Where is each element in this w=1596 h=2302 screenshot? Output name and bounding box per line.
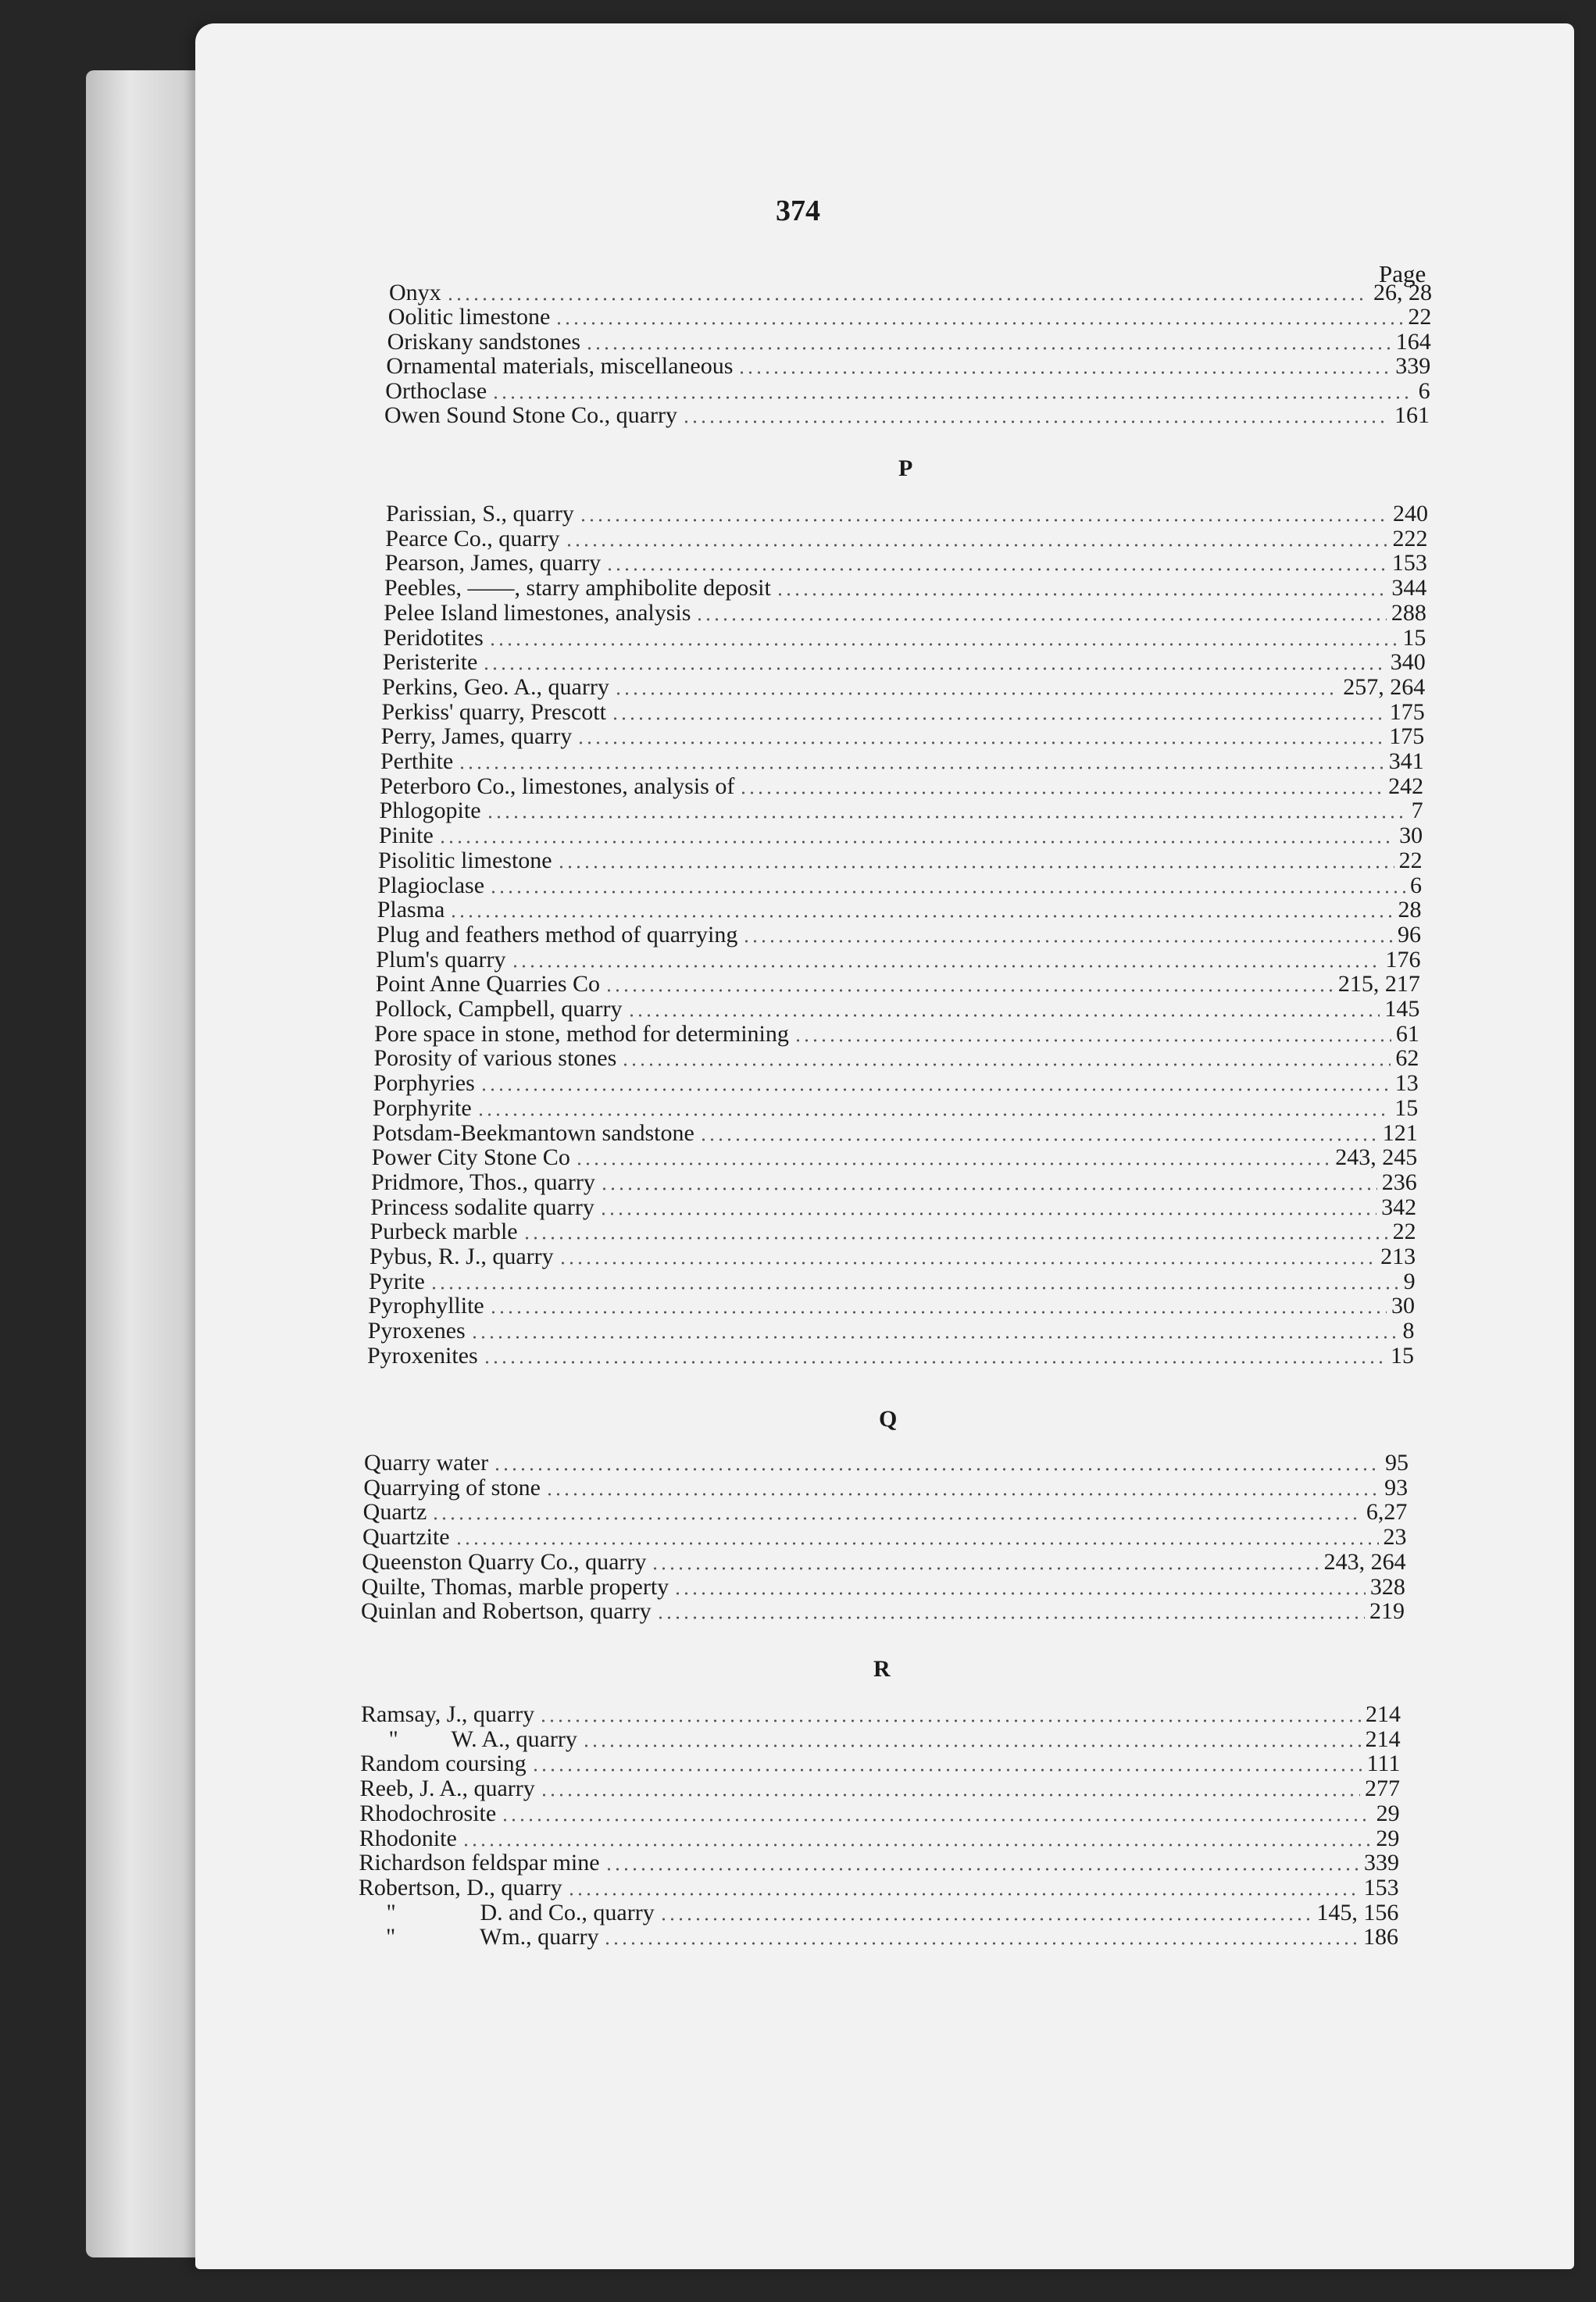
entry-page-refs: 145 — [1384, 996, 1420, 1022]
entry-term: Queenston Quarry Co., quarry — [362, 1548, 647, 1575]
entry-term: Potsdam-Beekmantown sandstone — [372, 1119, 694, 1146]
entry-page-refs: 15 — [1391, 1342, 1414, 1369]
entry-page-refs: 277 — [1364, 1776, 1400, 1802]
entry-term: Perkins, Geo. A., quarry — [382, 673, 609, 700]
entry-page-refs: 29 — [1376, 1800, 1400, 1826]
entry-term: Pyroxenes — [367, 1318, 466, 1344]
entry-page-refs: 15 — [1402, 624, 1426, 651]
entry-page-refs: 9 — [1403, 1268, 1416, 1294]
entry-page-refs: 22 — [1408, 304, 1432, 330]
entry-term: Perkiss' quarry, Prescott — [381, 698, 606, 725]
entry-page-refs: 328 — [1369, 1573, 1405, 1600]
entry-page-refs: 344 — [1391, 575, 1427, 601]
page-column-heading: Page — [1379, 260, 1426, 287]
entry-term: Pearson, James, quarry — [384, 550, 602, 576]
entry-page-refs: 111 — [1366, 1751, 1401, 1777]
entry-term: Pollock, Campbell, quarry — [374, 996, 623, 1022]
entry-term: Porphyries — [373, 1070, 475, 1097]
entry-term: Peristerite — [382, 649, 478, 676]
entry-page-refs: 339 — [1363, 1850, 1399, 1876]
entry-term: Pyroxenites — [367, 1342, 478, 1369]
ditto-mark: " — [386, 1924, 396, 1950]
paper-sheet — [195, 23, 1574, 2269]
entry-page-refs: 214 — [1365, 1726, 1401, 1752]
entry-term: Quartzite — [362, 1524, 450, 1551]
entry-term: Oriskany sandstones — [387, 328, 581, 355]
entry-page-refs: 145, 156 — [1316, 1899, 1399, 1925]
entry-term: Rhodochrosite — [359, 1800, 497, 1826]
entry-page-refs: 23 — [1383, 1524, 1407, 1551]
entry-page-refs: 340 — [1390, 649, 1426, 676]
entry-term: Pelee Island limestones, analysis — [384, 599, 691, 626]
entry-term: Porphyrite — [373, 1094, 472, 1121]
entry-page-refs: 176 — [1385, 946, 1421, 973]
entry-term: Plasma — [377, 897, 445, 923]
entry-page-refs: 288 — [1391, 599, 1426, 626]
entry-term: Quarrying of stone — [363, 1474, 541, 1501]
entry-term: Orthoclase — [385, 377, 487, 404]
entry-page-refs: 242 — [1388, 773, 1424, 799]
entry-page-refs: 30 — [1391, 1293, 1416, 1319]
entry-term: Pisolitic limestone — [378, 847, 552, 873]
entry-page-refs: 29 — [1376, 1825, 1400, 1851]
ditto-mark: " — [388, 1726, 398, 1752]
entry-term: Peridotites — [383, 624, 484, 651]
entry-term: Phlogopite — [379, 798, 481, 824]
section-letter: P — [898, 455, 913, 481]
entry-term: Robertson, D., quarry — [358, 1874, 562, 1900]
entry-term: Plum's quarry — [376, 946, 506, 973]
entry-page-refs: 22 — [1398, 847, 1423, 873]
entry-page-refs: 22 — [1392, 1219, 1416, 1245]
entry-page-refs: 236 — [1381, 1169, 1417, 1195]
entry-term: Quarry water — [364, 1450, 489, 1476]
entry-page-refs: 95 — [1385, 1450, 1409, 1476]
entry-page-refs: 61 — [1395, 1020, 1419, 1047]
entry-page-refs: 240 — [1393, 501, 1428, 526]
entry-term: Pyrite — [369, 1268, 425, 1294]
entry-page-refs: 164 — [1395, 328, 1431, 355]
entry-page-refs: 6 — [1418, 377, 1430, 404]
entry-term: Porosity of various stones — [373, 1045, 617, 1072]
ditto-mark: " — [386, 1899, 396, 1925]
entry-term: Wm., quarry — [480, 1924, 599, 1950]
entry-page-refs: 215, 217 — [1337, 971, 1420, 998]
entry-page-refs: 161 — [1394, 402, 1430, 428]
entry-term: Perthite — [380, 748, 454, 774]
page-number: 374 — [776, 195, 820, 227]
entry-term: Parissian, S., quarry — [386, 501, 574, 526]
entry-page-refs: 26, 28 — [1373, 280, 1432, 305]
entry-page-refs: 6 — [1410, 872, 1423, 898]
entry-term: Rhodonite — [359, 1825, 457, 1851]
entry-page-refs: 219 — [1369, 1598, 1405, 1625]
entry-term: Peterboro Co., limestones, analysis of — [380, 773, 735, 799]
entry-term: Plug and feathers method of quarrying — [377, 921, 738, 948]
entry-term: Power City Stone Co — [371, 1144, 570, 1171]
entry-term: Perry, James, quarry — [380, 723, 573, 750]
entry-page-refs: 186 — [1363, 1924, 1398, 1950]
entry-page-refs: 243, 245 — [1335, 1144, 1418, 1171]
entry-page-refs: 175 — [1389, 723, 1425, 750]
entry-term: Pridmore, Thos., quarry — [370, 1169, 595, 1195]
section-letter: R — [873, 1656, 891, 1682]
entry-page-refs: 257, 264 — [1343, 673, 1426, 700]
entry-page-refs: 93 — [1384, 1474, 1409, 1501]
entry-term: Ornamental materials, miscellaneous — [386, 353, 734, 380]
entry-term: Quinlan and Robertson, quarry — [361, 1598, 652, 1625]
entry-term: Onyx — [389, 280, 441, 305]
entry-page-refs: 341 — [1388, 748, 1424, 774]
entry-page-refs: 342 — [1381, 1194, 1417, 1220]
entry-term: Pore space in stone, method for determining — [374, 1020, 789, 1047]
entry-page-refs: 339 — [1395, 353, 1431, 380]
entry-term: Princess sodalite quarry — [370, 1194, 594, 1220]
entry-page-refs: 28 — [1398, 897, 1422, 923]
entry-page-refs: 30 — [1399, 823, 1423, 849]
entry-page-refs: 15 — [1394, 1094, 1419, 1121]
entry-term: Pinite — [378, 823, 434, 849]
entry-term: Random coursing — [360, 1751, 527, 1777]
entry-page-refs: 6,27 — [1366, 1499, 1408, 1526]
entry-term: Quartz — [362, 1499, 427, 1526]
entry-term: Peebles, ——, starry amphibolite deposit — [384, 575, 771, 601]
entry-term: D. and Co., quarry — [480, 1899, 655, 1925]
entry-term: Ramsay, J., quarry — [361, 1701, 535, 1727]
entry-term: Pyrophyllite — [368, 1293, 484, 1319]
section-letter: Q — [879, 1406, 898, 1432]
entry-term: Oolitic limestone — [387, 304, 551, 330]
entry-page-refs: 121 — [1382, 1119, 1418, 1146]
entry-page-refs: 13 — [1394, 1070, 1419, 1097]
entry-page-refs: 96 — [1398, 921, 1421, 948]
entry-term: Pybus, R. J., quarry — [369, 1244, 554, 1269]
entry-term: Richardson feldspar mine — [359, 1850, 600, 1876]
entry-term: Quilte, Thomas, marble property — [361, 1573, 669, 1600]
entry-term: Point Anne Quarries Co — [375, 971, 601, 998]
entry-term: Reeb, J. A., quarry — [359, 1776, 535, 1802]
entry-page-refs: 8 — [1402, 1318, 1415, 1344]
entry-term: W. A., quarry — [451, 1726, 577, 1752]
entry-page-refs: 153 — [1391, 550, 1427, 576]
entry-page-refs: 62 — [1395, 1045, 1419, 1072]
entry-term: Pearce Co., quarry — [385, 525, 560, 551]
entry-page-refs: 222 — [1392, 525, 1428, 551]
entry-page-refs: 153 — [1363, 1874, 1399, 1900]
entry-term: Owen Sound Stone Co., quarry — [384, 402, 677, 428]
entry-term: Purbeck marble — [370, 1219, 518, 1245]
entry-page-refs: 243, 264 — [1323, 1548, 1406, 1575]
entry-page-refs: 214 — [1366, 1701, 1401, 1727]
entry-page-refs: 213 — [1380, 1244, 1416, 1269]
entry-term: Plagioclase — [377, 872, 485, 898]
entry-page-refs: 7 — [1411, 798, 1423, 824]
entry-page-refs: 175 — [1389, 698, 1425, 725]
